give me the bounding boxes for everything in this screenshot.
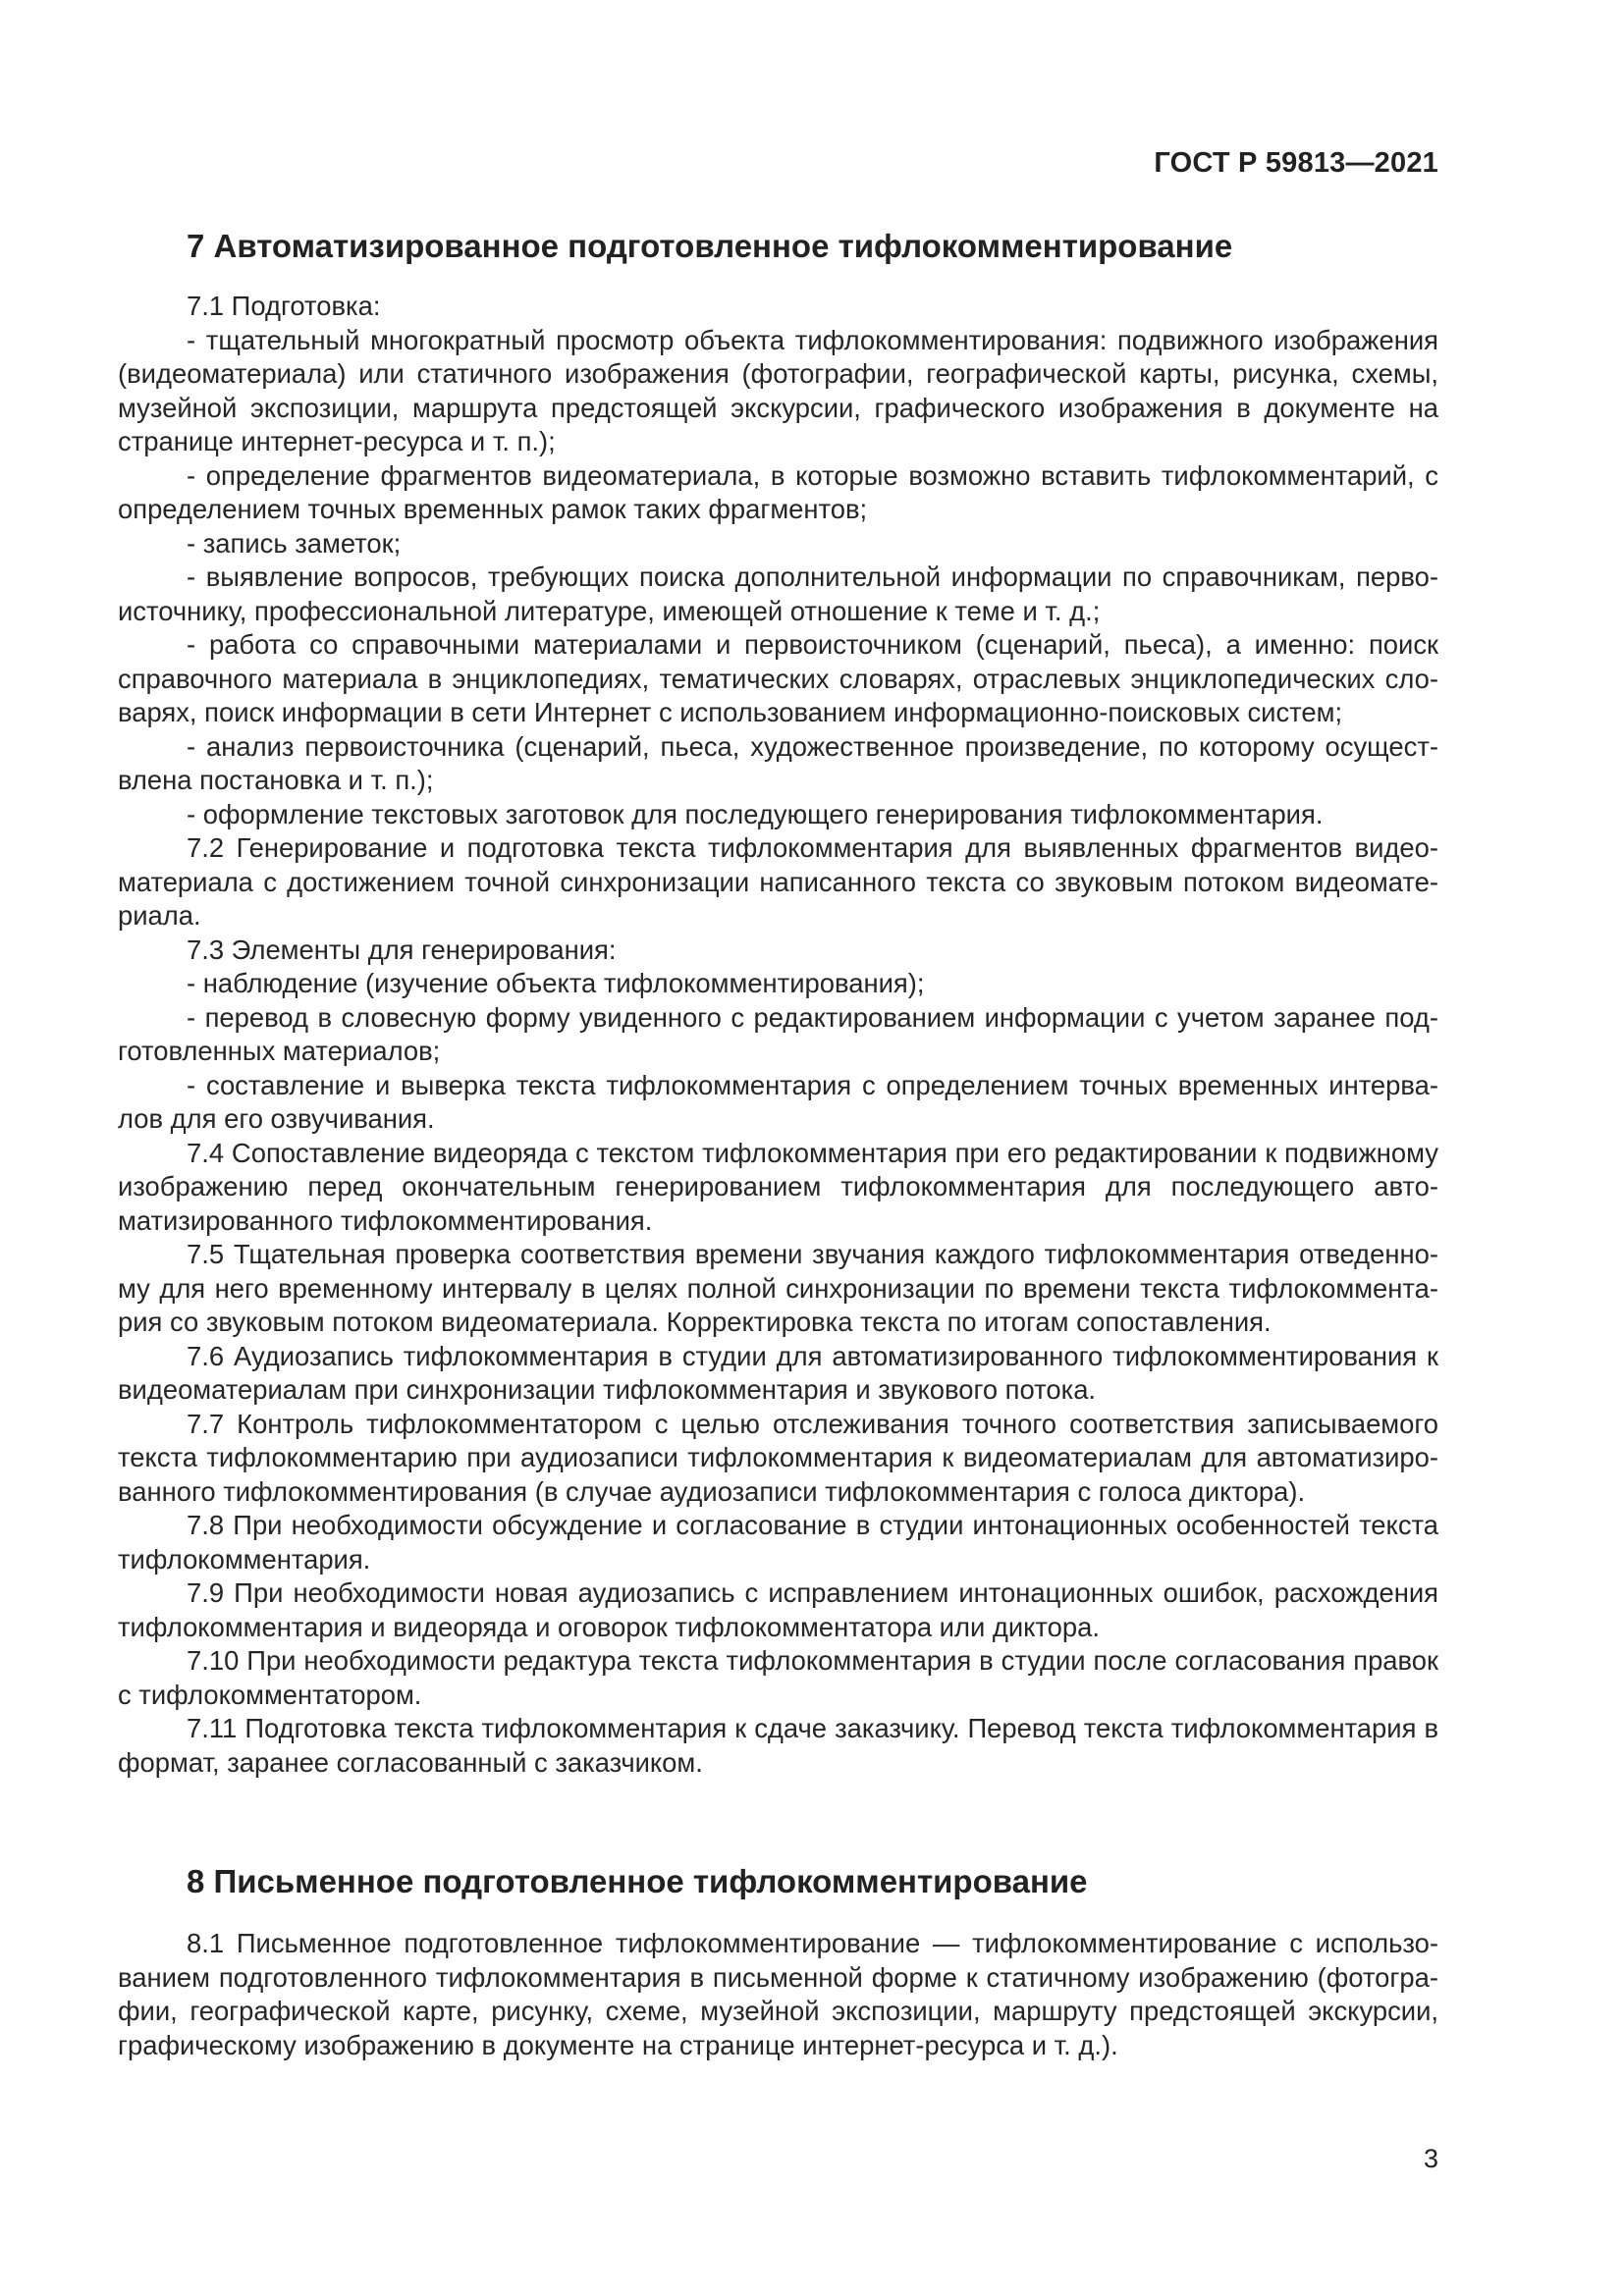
section-7-heading: 7 Автоматизированное подготовленное тифлокомментирование xyxy=(187,228,1233,264)
list-item: - тщательный многократный просмотр объекта тифлокомментирования: подвижного изображения (видеоматериала) или статичного изображения (фотографии, географической карты, рисунка, схемы, музейной экспозиции, маршрута предстоящей экскурсии, графического изображения в документе на странице интернет-ресурса и т. п.); xyxy=(118,324,1438,456)
paragraph-7-7: 7.7 Контроль тифлокомментатором с целью отслеживания точного соответствия записываемого текста тифлокомментарию при аудиозаписи тифлокомментария к видеоматериалам для автоматизированного тифлокомментирования (в случае аудиозаписи тифлокомментария с голоса диктора). xyxy=(118,1408,1438,1507)
list-item: - перевод в словесную форму увиденного с редактированием информации с учетом заранее подготовленных материалов; xyxy=(118,1001,1438,1066)
paragraph-7-5: 7.5 Тщательная проверка соответствия времени звучания каждого тифлокомментария отведенному для него временному интервалу в целях полной синхронизации по времени текста тифлокомментария со звуковым потоком видеоматериала. Корректировка текста по итогам сопоставления. xyxy=(118,1239,1438,1337)
document-header: ГОСТ Р 59813—2021 xyxy=(1154,147,1438,179)
list-item: - определение фрагментов видеоматериала, в которые возможно вставить тифлокомментарий, с определением точных временных рамок таких фрагментов; xyxy=(118,459,1438,524)
paragraph-7-10: 7.10 При необходимости редактура текста тифлокомментария в студии после согласования правок с тифлокомментатором. xyxy=(118,1645,1438,1710)
paragraph-7-4: 7.4 Сопоставление видеоряда с текстом тифлокомментария при его редактировании к подвижному изображению перед окончательным генерированием тифлокомментария для последующего автоматизированного тифлокомментирования. xyxy=(118,1137,1438,1236)
section-7-body xyxy=(118,290,1438,1780)
list-item: - анализ первоисточника (сценарий, пьеса, художественное произведение, по которому осуществлена постановка и т. п.); xyxy=(118,730,1438,795)
list-item: - работа со справочными материалами и первоисточником (сценарий, пьеса), а именно: поиск справочного материала в энциклопедиях, тематических словарях, отраслевых энциклопедических словарях, поиск информации в сети Интернет с использованием информационно-поисковых систем; xyxy=(118,629,1438,727)
paragraph-7-9: 7.9 При необходимости новая аудиозапись с исправлением интонационных ошибок, расхождения тифлокомментария и видеоряда и оговорок тифлокомментатора или диктора. xyxy=(118,1577,1438,1642)
paragraph-8-1: 8.1 Письменное подготовленное тифлокомментирование — тифлокомментирование с использованием подготовленного тифлокомментария в письменной форме к статичному изображению (фотографии, географической карте, рисунку, схеме, музейной экспозиции, маршруту предстоящей экскурсии, графическому изображению в документе на странице интернет-ресурса и т. д.). xyxy=(118,1928,1438,2060)
list-item: - составление и выверка текста тифлокомментария с определением точных временных интервалов для его озвучивания. xyxy=(118,1069,1438,1134)
paragraph-7-8: 7.8 При необходимости обсуждение и согласование в студии интонационных особенностей текста тифлокомментария. xyxy=(118,1510,1438,1575)
section-8-heading: 8 Письменное подготовленное тифлокомментирование xyxy=(187,1863,1088,1899)
document-page xyxy=(118,0,1438,2296)
list-item: - оформление текстовых заготовок для последующего генерирования тифлокомментария. xyxy=(187,798,1324,829)
list-item: - запись заметок; xyxy=(187,527,402,559)
paragraph-7-2: 7.2 Генерирование и подготовка текста тифлокомментария для выявленных фрагментов видеоматериала с достижением точной синхронизации написанного текста со звуковым потоком видеоматериала. xyxy=(118,832,1438,931)
section-8-body xyxy=(118,1927,1438,2062)
paragraph-7-1: 7.1 Подготовка: xyxy=(187,291,381,321)
list-item: - наблюдение (изучение объекта тифлокомментирования); xyxy=(187,968,925,998)
paragraph-7-3: 7.3 Элементы для генерирования: xyxy=(187,934,617,965)
paragraph-7-6: 7.6 Аудиозапись тифлокомментария в студии для автоматизированного тифлокомментирования к видеоматериалам при синхронизации тифлокомментария и звукового потока. xyxy=(118,1340,1438,1405)
paragraph-7-11: 7.11 Подготовка текста тифлокомментария к сдаче заказчику. Перевод текста тифлокомментария в формат, заранее согласованный с заказчиком. xyxy=(118,1713,1438,1778)
list-item: - выявление вопросов, требующих поиска дополнительной информации по справочникам, первоисточнику, профессиональной литературе, имеющей отношение к теме и т. д.; xyxy=(118,561,1438,626)
page-number: 3 xyxy=(1423,2144,1438,2173)
